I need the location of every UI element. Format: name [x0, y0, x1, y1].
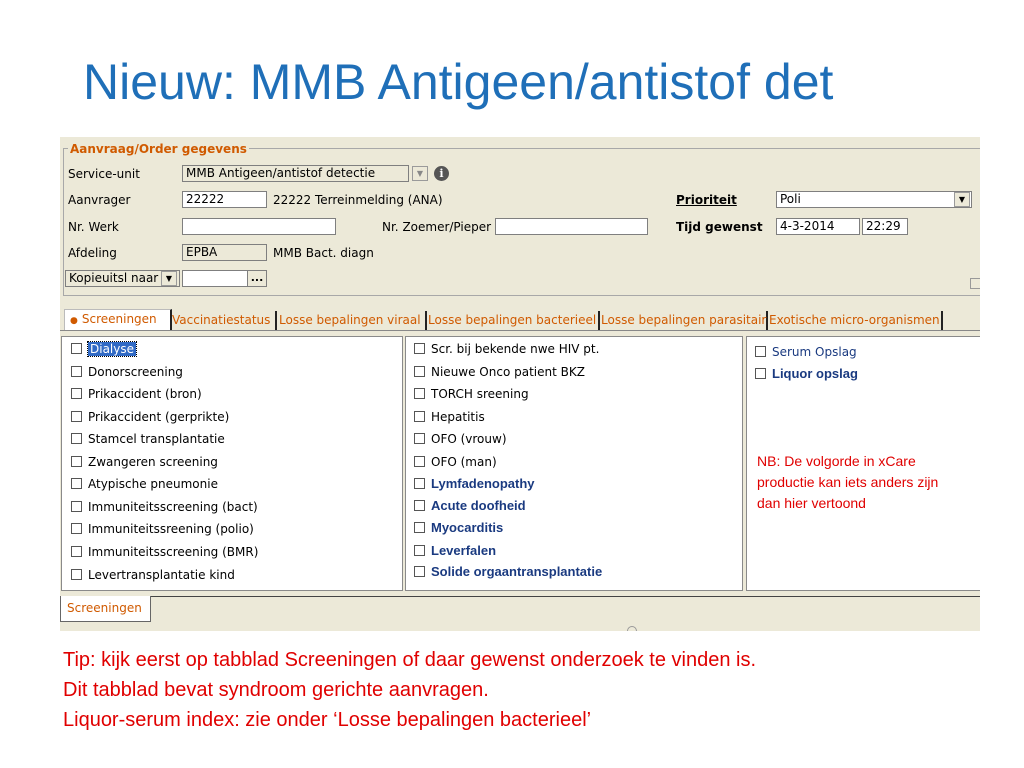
checkbox-item[interactable] — [71, 545, 258, 559]
checkbox-label: Immuniteitsscreening (bact) — [88, 500, 258, 514]
checkbox-label: Lymfadenopathy — [431, 476, 535, 491]
tab-label: Exotische micro-organismen — [769, 313, 940, 327]
checkbox-label: OFO (man) — [431, 455, 497, 469]
tab-label: Losse bepalingen parasitair — [601, 313, 767, 327]
checkbox-label: Solide orgaantransplantatie — [431, 564, 603, 579]
service-unit-label: Service-unit — [68, 167, 140, 181]
nr-werk-field[interactable] — [182, 218, 336, 235]
checkbox-item[interactable] — [71, 365, 183, 379]
checkbox[interactable] — [414, 433, 425, 444]
service-unit-select[interactable]: MMB Antigeen/antistof detectie — [182, 165, 409, 182]
tab-exotische[interactable] — [769, 311, 943, 331]
checkbox-label: Leverfalen — [431, 543, 497, 558]
checkbox[interactable] — [71, 411, 82, 422]
checkbox-item[interactable] — [414, 499, 526, 513]
checkbox[interactable] — [71, 523, 82, 534]
checkbox-label: Scr. bij bekende nwe HIV pt. — [431, 342, 600, 356]
checkbox-item[interactable] — [71, 522, 254, 536]
aanvrager-code-field[interactable]: 22222 — [182, 191, 267, 208]
afdeling-code-field[interactable]: EPBA — [182, 244, 267, 261]
kopieuitsl-browse-button[interactable]: ... — [247, 270, 267, 287]
checkbox[interactable] — [414, 366, 425, 377]
checkbox-label: Liquor opslag — [772, 366, 858, 381]
nr-zoemer-field[interactable] — [495, 218, 648, 235]
checkbox-label: Serum Opslag — [772, 345, 857, 359]
checkbox[interactable] — [71, 478, 82, 489]
footer-line-1: Tip: kijk eerst op tabblad Screeningen of daar gewenst onderzoek te vinden is. — [63, 649, 757, 671]
checkbox-label: TORCH sreening — [431, 387, 529, 401]
checkbox-label: Hepatitis — [431, 410, 485, 424]
checkbox[interactable] — [414, 566, 425, 577]
checkbox-label: Nieuwe Onco patient BKZ — [431, 365, 585, 379]
scroll-indicator-icon — [627, 626, 637, 631]
aanvrager-name: 22222 Terreinmelding (ANA) — [273, 193, 443, 207]
kopieuitsl-select[interactable]: Kopieuitsl naar — [65, 270, 180, 287]
nr-zoemer-label: Nr. Zoemer/Pieper — [382, 220, 492, 234]
checkbox-item[interactable] — [414, 432, 507, 446]
checkbox-label: Dialyse — [90, 342, 134, 356]
checkbox-label: Myocarditis — [431, 520, 504, 535]
checkbox[interactable] — [71, 388, 82, 399]
checkbox-item[interactable] — [414, 544, 496, 558]
checkbox[interactable] — [71, 343, 82, 354]
info-icon[interactable]: i — [434, 166, 449, 181]
checkbox-item[interactable] — [71, 432, 225, 446]
checkbox-item[interactable] — [71, 568, 235, 582]
checkbox-label: Zwangeren screening — [88, 455, 218, 469]
service-unit-dropdown-button[interactable]: ▼ — [412, 166, 428, 181]
checkbox[interactable] — [71, 433, 82, 444]
checkbox-label: Donorscreening — [88, 365, 183, 379]
kopieuitsl-field[interactable] — [182, 270, 248, 287]
checkbox[interactable] — [414, 456, 425, 467]
kopieuitsl-dropdown-button[interactable]: ▼ — [161, 271, 177, 286]
checkbox[interactable] — [414, 343, 425, 354]
aanvrager-label: Aanvrager — [68, 193, 131, 207]
prioriteit-select[interactable]: Poli — [776, 191, 972, 208]
bottom-tab-screeningen[interactable]: Screeningen — [60, 596, 151, 622]
tab-label: Losse bepalingen viraal — [279, 313, 421, 327]
tab-vaccinatiestatus[interactable] — [172, 311, 277, 331]
checkbox[interactable] — [414, 522, 425, 533]
afdeling-name: MMB Bact. diagn — [273, 246, 374, 260]
checkbox-item[interactable] — [414, 565, 602, 579]
checkbox-label: Prikaccident (gerprikte) — [88, 410, 230, 424]
checkbox[interactable] — [71, 546, 82, 557]
prioriteit-dropdown-button[interactable]: ▼ — [954, 192, 970, 207]
tijd-gewenst-date-field[interactable]: 4-3-2014 — [776, 218, 860, 235]
checkbox[interactable] — [71, 501, 82, 512]
footer-tips — [63, 645, 756, 735]
tab-label: Losse bepalingen bacterieel — [428, 313, 597, 327]
tab-losse-parasitair[interactable] — [601, 311, 768, 331]
checkbox-label: Acute doofheid — [431, 498, 526, 513]
checkbox-item[interactable] — [71, 477, 218, 491]
checkbox-label: Immuniteitsscreening (BMR) — [88, 545, 259, 559]
checkbox-label: OFO (vrouw) — [431, 432, 507, 446]
checkbox-item[interactable] — [755, 345, 857, 359]
tab-losse-viraal[interactable] — [279, 311, 427, 331]
checkbox-label: Levertransplantatie kind — [88, 568, 235, 582]
checkbox-item[interactable] — [414, 387, 529, 401]
prioriteit-label: Prioriteit — [676, 193, 737, 207]
checkbox[interactable] — [414, 411, 425, 422]
tab-divider — [60, 330, 980, 331]
checkbox[interactable] — [414, 500, 425, 511]
checklist-right — [746, 336, 980, 591]
checkbox-item[interactable] — [414, 365, 585, 379]
checkbox-item[interactable] — [414, 521, 503, 535]
checkbox[interactable] — [71, 456, 82, 467]
checkbox[interactable] — [755, 368, 766, 379]
checkbox-item[interactable] — [755, 367, 858, 381]
bottom-tab-line — [151, 596, 980, 597]
checkbox-item[interactable] — [71, 455, 218, 469]
checkbox-item[interactable] — [414, 477, 535, 491]
checkbox-label: Atypische pneumonie — [88, 477, 218, 491]
checkbox[interactable] — [755, 346, 766, 357]
checklist-left — [61, 336, 403, 591]
checkbox[interactable] — [414, 388, 425, 399]
active-tab-radio-icon: ● — [70, 316, 78, 326]
checkbox[interactable] — [71, 569, 82, 580]
annotation-note: NB: De volgorde in xCare productie kan iets anders zijn dan hier vertoond — [757, 453, 939, 511]
checkbox-item[interactable] — [71, 342, 136, 356]
checkbox-label: Stamcel transplantatie — [88, 432, 225, 446]
checkbox-item[interactable] — [71, 410, 229, 424]
nr-werk-label: Nr. Werk — [68, 220, 119, 234]
checkbox-item[interactable] — [414, 455, 497, 469]
checkbox[interactable] — [71, 366, 82, 377]
checklist-middle — [405, 336, 743, 591]
tijd-gewenst-label: Tijd gewenst — [676, 220, 763, 234]
checkbox-label: Prikaccident (bron) — [88, 387, 202, 401]
checkbox-item[interactable] — [71, 500, 258, 514]
checkbox[interactable] — [414, 545, 425, 556]
slide-title: Nieuw: MMB Antigeen/antistof det — [83, 54, 834, 110]
afdeling-label: Afdeling — [68, 246, 117, 260]
tab-label: Vaccinatiestatus — [172, 313, 271, 327]
footer-line-2: Dit tabblad bevat syndroom gerichte aanvragen. — [63, 679, 489, 701]
footer-line-3: Liquor-serum index: zie onder ‘Losse bepalingen bacterieel’ — [63, 709, 592, 731]
xcare-order-screenshot — [60, 137, 980, 631]
tab-losse-bacterieel[interactable] — [428, 311, 600, 331]
checkbox-label: Immuniteitssreening (polio) — [88, 522, 254, 536]
tijd-gewenst-time-field[interactable]: 22:29 — [862, 218, 908, 235]
checkbox[interactable] — [414, 478, 425, 489]
tab-label: Screeningen — [81, 312, 157, 326]
group-title: Aanvraag/Order gegevens — [70, 142, 247, 156]
checkbox-item[interactable] — [414, 410, 485, 424]
resize-icon — [970, 278, 980, 289]
tab-screeningen[interactable] — [64, 309, 172, 331]
checkbox-item[interactable] — [71, 387, 202, 401]
checkbox-item[interactable] — [414, 342, 599, 356]
